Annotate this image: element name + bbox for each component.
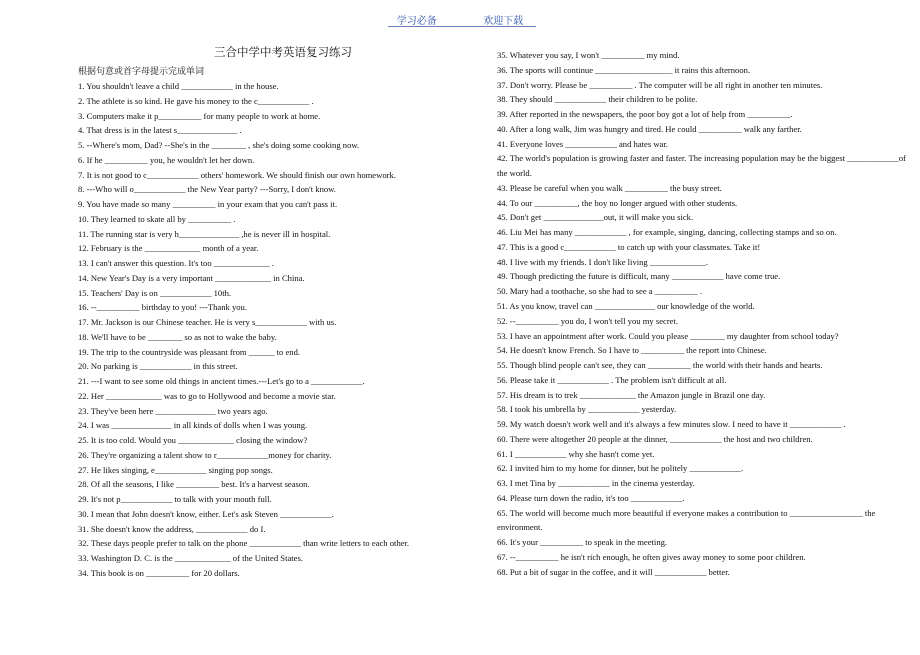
header-underline: [388, 26, 536, 27]
exercise-line: 20. No parking is ____________ in this street.: [78, 361, 238, 372]
exercise-line: 52. --__________ you do, I won't tell you my secret.: [497, 315, 679, 326]
exercise-line: 39. After reported in the newspapers, the poor boy got a lot of help from __________.: [497, 109, 793, 120]
exercise-line: 48. I live with my friends. I don't like living _____________.: [497, 256, 708, 267]
exercise-line: 43. Please be careful when you walk __________ the busy street.: [497, 182, 722, 193]
exercise-line: 65. The world will become much more beautiful if everyone makes a contribution to _________________ the environment.: [497, 507, 876, 533]
exercise-line: 18. We'll have to be ________ so as not to wake the baby.: [78, 331, 277, 342]
exercise-line: 34. This book is on __________ for 20 dollars.: [78, 567, 240, 578]
exercise-line: 5. --Where's mom, Dad? --She's in the ________ , she's doing some cooking now.: [78, 140, 360, 150]
exercise-line: 36. The sports will continue __________________ it rains this afternoon.: [497, 64, 751, 75]
exercise-line: 46. Liu Mei has many ____________ , for example, singing, dancing, collecting stamps and so on.: [497, 227, 837, 238]
exercise-line: 27. He likes singing, e____________ singing pop songs.: [78, 464, 273, 475]
exercise-line: 44. To our __________, the boy no longer argued with other students.: [497, 197, 738, 208]
exercise-line: 10. They learned to skate all by __________ .: [78, 213, 236, 224]
exercise-line: 16. --__________ birthday to you! ---Thank you.: [78, 302, 247, 313]
exercise-line: 61. I ____________ why she hasn't come yet.: [497, 448, 655, 459]
exercise-line: 1. You shouldn't leave a child ____________ in the house.: [78, 81, 279, 91]
exercise-line: 60. There were altogether 20 people at the dinner, ____________ the host and two children.: [497, 433, 813, 444]
exercise-line: 35. Whatever you say, I won't __________ my mind.: [497, 50, 680, 60]
exercise-line: 3. Computers make it p__________ for many people to work at home.: [78, 110, 321, 121]
exercise-line: 21. ---I want to see some old things in ancient times.---Let's go to a ____________.: [78, 376, 365, 386]
right-column: [497, 48, 917, 580]
exercise-line: 59. My watch doesn't work well and it's always a few minutes slow. I need to have it ____________ .: [497, 419, 846, 430]
exercise-line: 14. New Year's Day is a very important _____________ in China.: [78, 272, 305, 283]
exercise-line: 47. This is a good c____________ to catch up with your classmates. Take it!: [497, 241, 761, 252]
exercise-line: 64. Please turn down the radio, it's too ____________.: [497, 492, 685, 503]
exercise-line: 63. I met Tina by ____________ in the cinema yesterday.: [497, 478, 695, 489]
exercise-line: 57. His dream is to trek _____________ the Amazon jungle in Brazil one day.: [497, 389, 766, 400]
exercise-line: 41. Everyone loves ____________ and hates war.: [497, 138, 668, 149]
exercise-line: 32. These days people prefer to talk on the phone ____________ than write letters to each other.: [78, 538, 410, 549]
exercise-line: 42. The world's population is growing faster and faster. The increasing population may be the biggest ____________of the world.: [497, 153, 906, 179]
exercise-line: 62. I invited him to my home for dinner, but he politely ____________.: [497, 463, 744, 474]
page-header: [0, 12, 920, 27]
worksheet-instructions: 根据句意或首字母提示完成单词: [78, 66, 205, 76]
exercise-line: 68. Put a bit of sugar in the coffee, and it will ____________ better.: [497, 566, 730, 577]
exercise-line: 23. They've been here ______________ two years ago.: [78, 405, 268, 416]
exercise-line: 19. The trip to the countryside was pleasant from ______ to end.: [78, 346, 301, 357]
left-column: [78, 44, 498, 581]
exercise-line: 11. The running star is very h______________ ,he is never ill in hospital.: [78, 228, 331, 239]
exercise-line: 37. Don't worry. Please be __________ . The computer will be all right in another ten minutes.: [497, 79, 823, 90]
exercise-line: 58. I took his umbrella by ____________ yesterday.: [497, 404, 677, 415]
exercise-line: 30. I mean that John doesn't know, either. Let's ask Steven ____________.: [78, 508, 334, 519]
exercise-line: 29. It's not p____________ to talk with your mouth full.: [78, 494, 272, 504]
exercise-line: 7. It is not good to c____________ others' homework. We should finish our own homework.: [78, 169, 396, 180]
worksheet-title: 三合中学中考英语复习练习: [214, 47, 352, 59]
exercise-line: 24. I was ______________ in all kinds of dolls when I was young.: [78, 420, 308, 431]
exercise-line: 31. She doesn't know the address, ____________ do I.: [78, 523, 266, 534]
exercise-line: 50. Mary had a toothache, so she had to see a __________ .: [497, 286, 703, 297]
exercise-line: 8. ---Who will o____________ the New Year party? ---Sorry, I don't know.: [78, 184, 336, 195]
exercise-line: 12. February is the _____________ month of a year.: [78, 243, 259, 254]
exercise-line: 2. The athlete is so kind. He gave his money to the c____________ .: [78, 95, 314, 106]
exercise-line: 45. Don't get ______________out, it will make you sick.: [497, 212, 694, 223]
exercise-line: 49. Though predicting the future is difficult, many ____________ have come true.: [497, 271, 781, 282]
exercise-line: 25. It is too cold. Would you _____________ closing the window?: [78, 435, 308, 445]
exercise-line: 53. I have an appointment after work. Could you please ________ my daughter from school today?: [497, 330, 839, 341]
exercise-line: 28. Of all the seasons, I like __________ best. It's a harvest season.: [78, 479, 310, 490]
exercise-line: 26. They're organizing a talent show to r____________money for charity.: [78, 449, 332, 460]
header-left-text: 学习必备: [396, 16, 437, 27]
exercise-line: 38. They should ____________ their children to be polite.: [497, 94, 698, 105]
exercise-line: 17. Mr. Jackson is our Chinese teacher. He is very s____________ with us.: [78, 317, 337, 327]
header-right-text: 欢迎下载: [483, 16, 524, 27]
exercise-line: 6. If he __________ you, he wouldn't let her down.: [78, 154, 255, 165]
exercise-line: 40. After a long walk, Jim was hungry and tired. He could __________ walk any farther.: [497, 123, 802, 134]
exercise-line: 55. Though blind people can't see, they can __________ the world with their hands and hearts.: [497, 360, 823, 371]
exercise-line: 33. Washington D. C. is the _____________ of the United States.: [78, 553, 303, 563]
exercise-line: 67. --__________ he isn't rich enough, he often gives away money to some poor children.: [497, 551, 806, 562]
exercise-line: 13. I can't answer this question. It's too _____________ .: [78, 258, 274, 268]
exercise-line: 15. Teachers' Day is on ____________ 10th.: [78, 287, 232, 298]
exercise-line: 66. It's your __________ to speak in the meeting.: [497, 537, 668, 548]
exercise-line: 22. Her _____________ was to go to Hollywood and become a movie star.: [78, 390, 336, 401]
exercise-line: 4. That dress is in the latest s______________ .: [78, 125, 242, 136]
exercise-line: 56. Please take it ____________ . The problem isn't difficult at all.: [497, 374, 727, 385]
exercise-line: 51. As you know, travel can ______________ our knowledge of the world.: [497, 300, 755, 311]
exercise-line: 54. He doesn't know French. So I have to __________ the report into Chinese.: [497, 345, 767, 356]
exercise-line: 9. You have made so many __________ in your exam that you can't pass it.: [78, 199, 338, 209]
